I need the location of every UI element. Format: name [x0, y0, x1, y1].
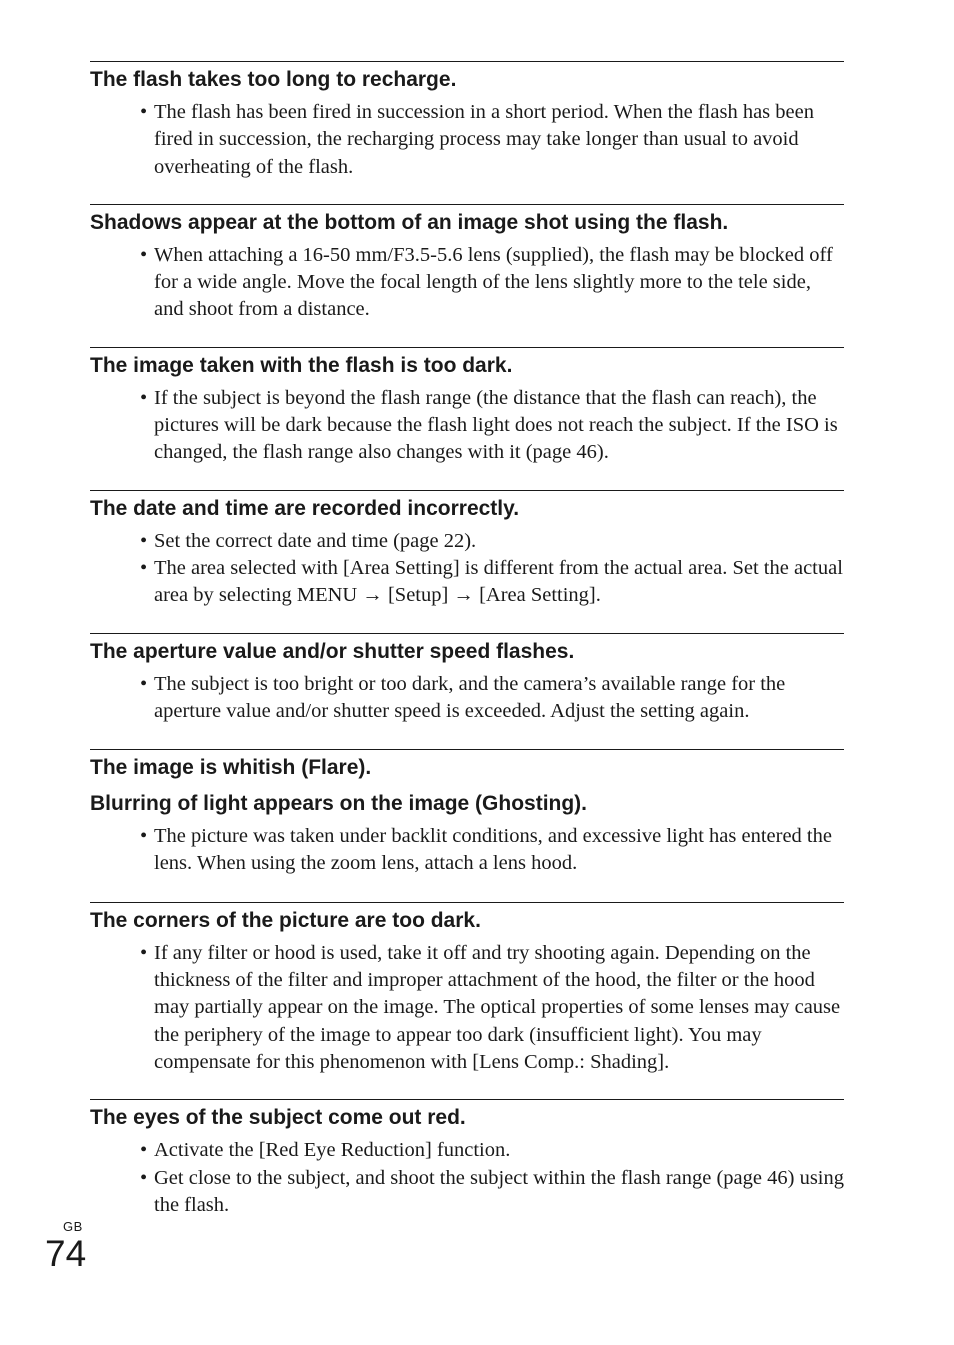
- section-flash-recharge: [90, 61, 844, 181]
- section-red-eye: [90, 1099, 844, 1219]
- section-heading: The image taken with the flash is too dark.: [90, 353, 513, 377]
- list-item: • The subject is too bright or too dark, and the camera’s available range for the aperture value and/or shutter speed is exceeded. Adjust the setting again.: [140, 671, 844, 726]
- troubleshooting-page: [90, 61, 844, 1219]
- section-date-time: [90, 490, 844, 610]
- section-aperture-flashes: [90, 633, 844, 726]
- section-flash-dark: [90, 347, 844, 467]
- section-heading: The date and time are recorded incorrectly.: [90, 496, 520, 520]
- section-heading: Shadows appear at the bottom of an image shot using the flash.: [90, 210, 729, 234]
- bullet-list: [90, 940, 844, 1076]
- section-heading: The aperture value and/or shutter speed flashes.: [90, 639, 575, 663]
- page-number: 74: [45, 1233, 87, 1274]
- section-subheading: Blurring of light appears on the image (Ghosting).: [90, 792, 588, 816]
- section-heading: The corners of the picture are too dark.: [90, 908, 481, 932]
- list-item: • Get close to the subject, and shoot the subject within the flash range (page 46) using the flash.: [140, 1165, 844, 1220]
- bullet-list: [90, 671, 844, 726]
- list-item: • If the subject is beyond the flash range (the distance that the flash can reach), the pictures will be dark because the flash light does not reach the subject. If the ISO is changed, the flash range also changes with it (page 46).: [140, 385, 844, 467]
- list-item: • The area selected with [Area Setting] is different from the actual area. Set the actual area by selecting MENU → [Setup] → [Area Setting].: [140, 555, 844, 610]
- section-heading: The eyes of the subject come out red.: [90, 1106, 466, 1130]
- list-item: • If any filter or hood is used, take it off and try shooting again. Depending on the thickness of the filter and improper attachment of the hood, the filter or the hood may partially appear on the image. The optical properties of some lenses may cause the periphery of the image to appear too dark (insufficient light). You may compensate for this phenomenon with [Lens Comp.: Shading].: [140, 940, 844, 1076]
- bullet-list: [90, 823, 844, 878]
- section-dark-corners: [90, 902, 844, 1076]
- section-flare-ghosting: [90, 749, 844, 878]
- bullet-list: [90, 242, 844, 324]
- section-heading: The image is whitish (Flare).: [90, 756, 372, 780]
- list-item: • The flash has been fired in succession in a short period. When the flash has been fired in succession, the recharging process may take longer than usual to avoid overheating of the flash.: [140, 99, 844, 181]
- list-item: • The picture was taken under backlit conditions, and excessive light has entered the lens. When using the zoom lens, attach a lens hood.: [140, 823, 844, 878]
- section-heading: The flash takes too long to recharge.: [90, 68, 457, 91]
- list-item: • When attaching a 16-50 mm/F3.5-5.6 lens (supplied), the flash may be blocked off for a wide angle. Move the focal length of the lens slightly more to the tele side, and shoot from a distance.: [140, 242, 844, 324]
- bullet-list: [90, 1137, 844, 1219]
- region-label: GB: [63, 1219, 83, 1234]
- list-item: • Set the correct date and time (page 22).: [140, 528, 844, 555]
- list-item: • Activate the [Red Eye Reduction] function.: [140, 1137, 844, 1164]
- bullet-list: [90, 385, 844, 467]
- bullet-list: [90, 99, 844, 181]
- bullet-list: [90, 528, 844, 610]
- section-flash-shadows: [90, 204, 844, 324]
